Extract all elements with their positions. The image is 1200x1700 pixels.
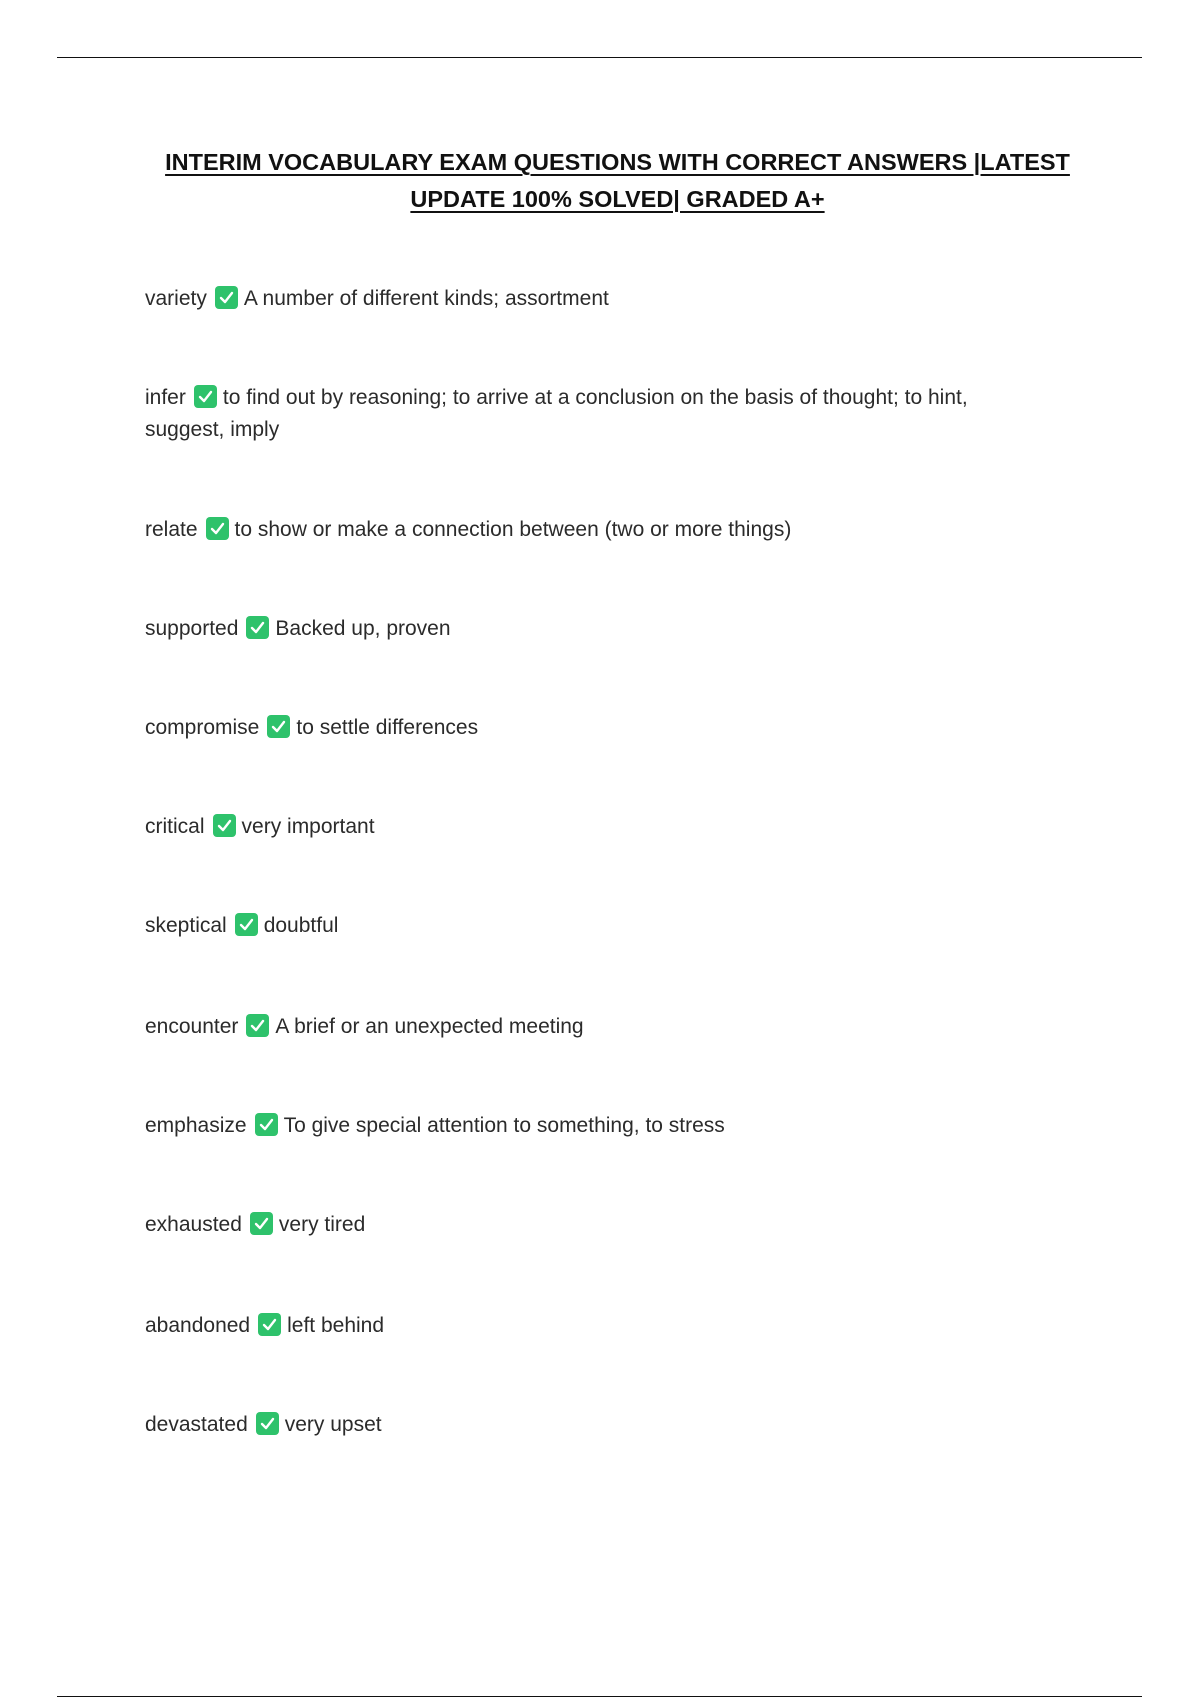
definition: A brief or an unexpected meeting bbox=[275, 1015, 584, 1038]
list-item bbox=[145, 613, 1045, 645]
title-line-2: UPDATE 100% SOLVED| GRADED A+ bbox=[410, 186, 825, 212]
list-item bbox=[145, 1209, 1045, 1241]
vocabulary-list bbox=[145, 283, 1045, 1441]
definition: doubtful bbox=[263, 914, 339, 937]
list-item bbox=[145, 910, 1045, 942]
list-item bbox=[145, 1011, 1045, 1043]
term: abandoned bbox=[145, 1314, 251, 1337]
check-box-icon bbox=[206, 517, 229, 540]
definition: very important bbox=[241, 815, 375, 838]
term: skeptical bbox=[145, 914, 227, 937]
term: encounter bbox=[145, 1015, 239, 1038]
term: supported bbox=[145, 617, 239, 640]
definition: to show or make a connection between (two or more things) bbox=[234, 518, 792, 541]
check-box-icon bbox=[250, 1212, 273, 1235]
list-item bbox=[145, 811, 1045, 843]
definition: To give special attention to something, to stress bbox=[283, 1114, 725, 1137]
header-rule bbox=[57, 57, 1142, 58]
list-item bbox=[145, 382, 1045, 446]
definition: A number of different kinds; assortment bbox=[243, 287, 609, 310]
list-item bbox=[145, 1310, 1045, 1342]
check-box-icon bbox=[258, 1313, 281, 1336]
check-box-icon bbox=[246, 1014, 269, 1037]
term: exhausted bbox=[145, 1213, 242, 1236]
list-item bbox=[145, 1110, 1045, 1142]
term: relate bbox=[145, 518, 198, 541]
term: infer bbox=[145, 386, 186, 409]
title-line-1: INTERIM VOCABULARY EXAM QUESTIONS WITH CORRECT ANSWERS |LATEST bbox=[165, 149, 1070, 175]
check-box-icon bbox=[267, 715, 290, 738]
check-box-icon bbox=[194, 385, 217, 408]
document-title bbox=[100, 144, 1135, 218]
list-item bbox=[145, 712, 1045, 744]
term: compromise bbox=[145, 716, 260, 739]
check-box-icon bbox=[215, 286, 238, 309]
check-box-icon bbox=[246, 616, 269, 639]
check-box-icon bbox=[213, 814, 236, 837]
check-box-icon bbox=[256, 1412, 279, 1435]
definition: left behind bbox=[287, 1314, 385, 1337]
list-item bbox=[145, 283, 1045, 315]
definition: to settle differences bbox=[296, 716, 479, 739]
definition: Backed up, proven bbox=[275, 617, 451, 640]
term: variety bbox=[145, 287, 207, 310]
term: critical bbox=[145, 815, 205, 838]
list-item bbox=[145, 514, 1045, 546]
check-box-icon bbox=[255, 1113, 278, 1136]
list-item bbox=[145, 1409, 1045, 1441]
definition: very tired bbox=[278, 1213, 366, 1236]
definition: to find out by reasoning; to arrive at a conclusion on the basis of thought; to hint, suggest, imply bbox=[145, 386, 968, 441]
term: devastated bbox=[145, 1413, 248, 1436]
footer-rule bbox=[57, 1696, 1142, 1697]
check-box-icon bbox=[235, 913, 258, 936]
definition: very upset bbox=[284, 1413, 382, 1436]
term: emphasize bbox=[145, 1114, 247, 1137]
